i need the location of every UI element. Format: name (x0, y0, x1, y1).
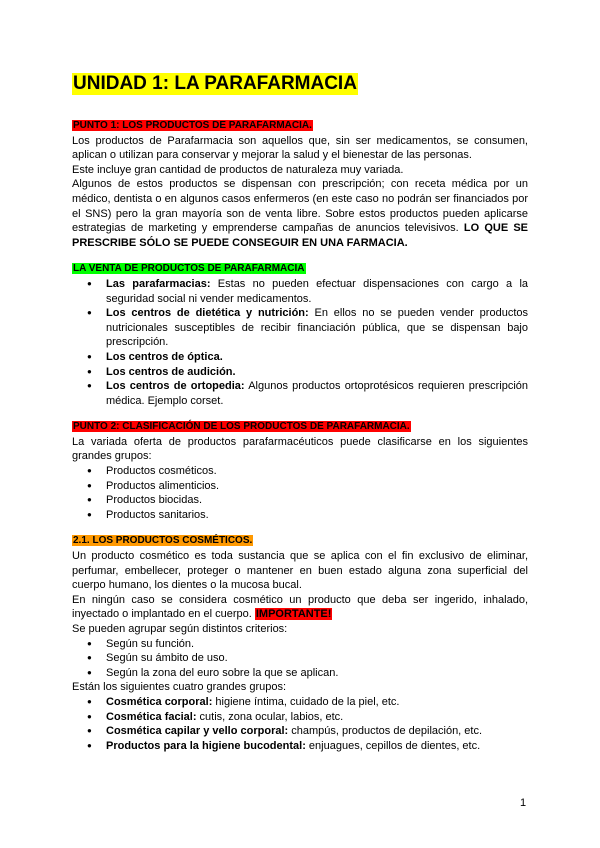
list-item-bold: Los centros de dietética y nutrición: (106, 307, 309, 320)
list-item: ● Según su ámbito de uso. (106, 651, 528, 666)
list-item (106, 277, 528, 306)
list-item (106, 710, 528, 725)
list-item-text: higiene íntima, cuidado de la piel, etc. (212, 695, 400, 708)
document-body (72, 118, 528, 753)
sec21-paragraph-2 (72, 593, 528, 622)
page-number: 1 (520, 797, 527, 809)
list-item: ● Según la zona del euro sobre la que se aplican. (106, 666, 528, 681)
list-item (106, 724, 528, 739)
venta-heading: LA VENTA DE PRODUCTOS DE PARAFARMACIA (73, 263, 305, 275)
list-item-bold: Los centros de audición. (106, 365, 236, 378)
sec21-paragraph-1: Un producto cosmético es toda sustancia que se aplica con el fin exclusivo de eliminar, perfumar, embellecer, proteger o mantener en buen estado alguna zona superficial del cuerpo humano, los dientes o la mucosa bucal. (72, 550, 528, 592)
venta-list (72, 277, 528, 408)
sec21-paragraph-2-text: En ningún caso se considera cosmético un producto que deba ser ingerido, inhalado, inyectado o implantado en el cuerpo. (72, 593, 528, 621)
sec21-heading: 2.1. LOS PRODUCTOS COSMÉTICOS. (73, 535, 253, 547)
list-item-text: Estas no pueden efectuar dispensaciones con cargo a la seguridad social ni vender medicamentos. (106, 277, 529, 305)
punto2-intro: La variada oferta de productos parafarmacéuticos puede clasificarse en los siguientes grandes grupos: (72, 435, 528, 463)
list-item: ● Productos cosméticos. (106, 464, 528, 479)
punto1-paragraph-3 (72, 177, 528, 250)
list-item-bold: Cosmética facial: (106, 710, 197, 723)
list-item: ● Según su función. (106, 637, 528, 652)
punto2-heading: PUNTO 2: CLASIFICACIÓN DE LOS PRODUCTOS DE PARAFARMACIA. (73, 421, 410, 433)
list-item-bold: Los centros de óptica. (106, 350, 223, 363)
list-item-bold: Cosmética corporal: (106, 695, 213, 708)
list-item-text: champús, productos de depilación, etc. (288, 725, 483, 738)
list-item (106, 350, 528, 365)
list-item (106, 365, 528, 380)
punto1-paragraph-3-text: Algunos de estos productos se dispensan con prescripción; con receta médica por un médico, dentista o en algunos casos enfermeros (en este caso no podrán ser financiados por el SNS) pero la gran mayoría son de venta libre. Sobre estos productos pueden aplicarse estrategias de marketing y emprenderse campañas de anuncios televisivos. (72, 178, 528, 235)
criterios-list (72, 637, 528, 681)
list-item (106, 306, 528, 350)
list-item-bold: Cosmética capilar y vello corporal: (106, 725, 289, 738)
list-item-text: cutis, zona ocular, labios, etc. (196, 710, 344, 723)
punto1-heading: PUNTO 1: LOS PRODUCTOS DE PARAFARMACIA. (73, 120, 312, 131)
list-item (106, 739, 528, 754)
list-item-bold: Las parafarmacias: (106, 277, 211, 290)
list-item (106, 695, 528, 710)
important-badge: IMPORTANTE! (255, 608, 332, 621)
list-item-text: Algunos productos ortoprotésicos requieren prescripción médica. Ejemplo corset. (106, 380, 528, 407)
sec21-paragraph-4: Están los siguientes cuatro grandes grupos: (72, 681, 287, 694)
list-item-text: En ellos no se pueden vender productos nutricionales susceptibles de recibir financiación pública, que se dispensan bajo prescripción. (106, 307, 528, 349)
punto1-paragraph-2: Este incluye gran cantidad de productos de naturaleza muy variada. (72, 163, 404, 176)
list-item-bold: Productos para la higiene bucodental: (106, 739, 306, 752)
punto1-bold-note: LO QUE SE PRESCRIBE SÓLO SE PUEDE CONSEGUIR EN UNA FARMACIA. (72, 222, 529, 249)
list-item: ● Productos sanitarios. (106, 508, 528, 523)
sec21-paragraph-3: Se pueden agrupar según distintos criterios: (72, 623, 288, 635)
list-item-text: enjuagues, cepillos de dientes, etc. (305, 739, 481, 752)
page-title: UNIDAD 1: LA PARAFARMACIA (73, 73, 357, 94)
list-item: ● Productos biocidas. (106, 493, 528, 508)
punto2-list (72, 464, 528, 522)
list-item (106, 379, 528, 408)
list-item-bold: Los centros de ortopedia: (106, 380, 245, 393)
punto1-paragraph-1: Los productos de Parafarmacia son aquellos que, sin ser medicamentos, se consumen, aplican o utilizan para conservar y mejorar la salud y el bienestar de las personas. (72, 134, 528, 162)
grupos-list (72, 695, 528, 753)
list-item: ● Productos alimenticios. (106, 479, 528, 494)
